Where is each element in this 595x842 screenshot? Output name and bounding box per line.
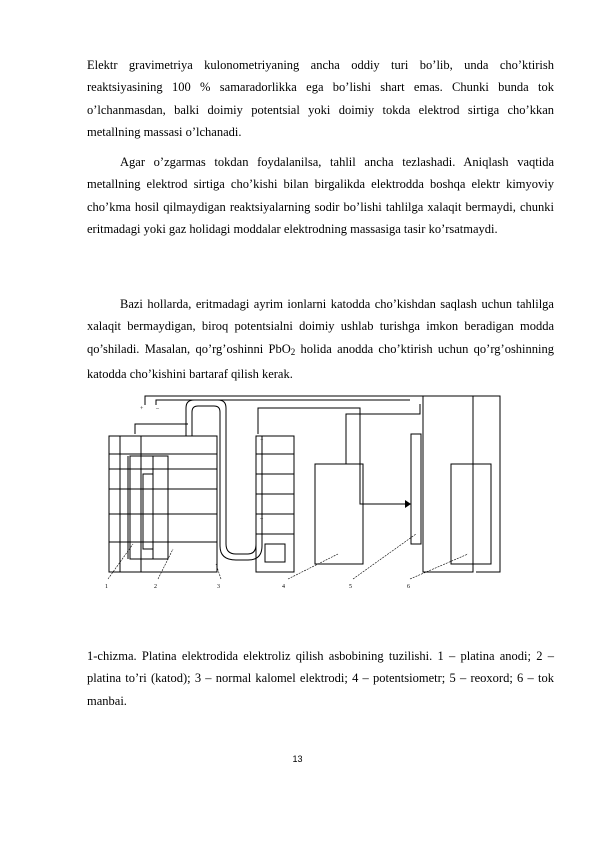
paragraph-3-text-b: holida anodda cho’ktirish uchun qo’rg’oshinning katodda cho’kishini bartaraf qilish kerak. — [87, 341, 555, 381]
potentiometer — [315, 464, 363, 564]
paragraph-1: Elektr gravimetriya kulonometriyaning ancha oddiy turi bo’lib, unda cho’ktirish reaktsiyasining 100 % samaradorlikka ega bo’lishi shart emas. Chunki bunda tok o’lchanmasdan, balki doimiy potentsial yoki doimiy tokda elektrod sirtiga cho’kkan metallning massasi o’lchanadi. — [87, 58, 554, 139]
fig-label-2: 2 — [154, 584, 157, 590]
current-source — [423, 396, 473, 572]
minus-terminal-label: – — [156, 406, 159, 412]
paragraph-2: Agar o’zgarmas tokdan foydalanilsa, tahlil ancha tezlashadi. Aniqlash vaqtida metallning elektrod sirtiga cho’kishi bilan birgalikda elektrodda boshqa elektr kimyoviy cho’kma hosil qilmaydigan reaktsiyalarning sodir bo’lishi tahlilga xalaqit bermaydi, chunki eritmadagi yoki gaz holidagi moddalar elektrodning massasiga tasir ko’rsatmaydi. — [87, 155, 554, 236]
wire-4 — [258, 408, 405, 504]
plus-terminal-label: + — [140, 406, 144, 412]
fig-label-4: 4 — [282, 584, 285, 590]
electrolysis-apparatus-diagram — [98, 394, 506, 600]
wire-5 — [346, 404, 420, 464]
current-source-inner — [451, 464, 491, 564]
figure-caption: 1-chizma. Platina elektrodida elektroliz qilish asbobining tuzilishi. 1 – platina anodi; 2 – platina to’ri (katod); 3 – normal kalomel elektrodi; 4 – potentsiometr; 5 – reoxord; 6 – tok manbai. — [87, 649, 554, 708]
page-number: 13 — [292, 754, 303, 764]
wire-2 — [156, 400, 410, 405]
platinum-gauze-cathode — [130, 456, 168, 559]
fig-label-6: 6 — [407, 584, 410, 590]
fig-label-1: 1 — [105, 584, 108, 590]
salt-bridge — [186, 400, 256, 554]
fig-label-3: 3 — [217, 584, 220, 590]
wire-top — [145, 396, 500, 572]
cell-plus-label: + — [260, 438, 264, 444]
rheochord-contact-arrow — [405, 500, 411, 508]
fig-label-5: 5 — [349, 584, 352, 590]
paragraph-3-subscript: 2 — [290, 346, 296, 357]
paragraph-3-text-a: Bazi hollarda, eritmadagi ayrim ionlarni katodda cho’kishdan saqlash uchun tahlilga xalaqit bermaydigan, biroq potentsialni doimiy ushlab turishga imkon beradigan modda qo’shiladi. Masalan, qo’rg’oshinni PbO — [87, 297, 554, 356]
paragraph-3 — [87, 293, 554, 385]
wire-3 — [135, 424, 188, 434]
rheochord — [411, 434, 421, 544]
platinum-anode — [143, 474, 153, 549]
cell-minus-label: – — [260, 516, 263, 522]
